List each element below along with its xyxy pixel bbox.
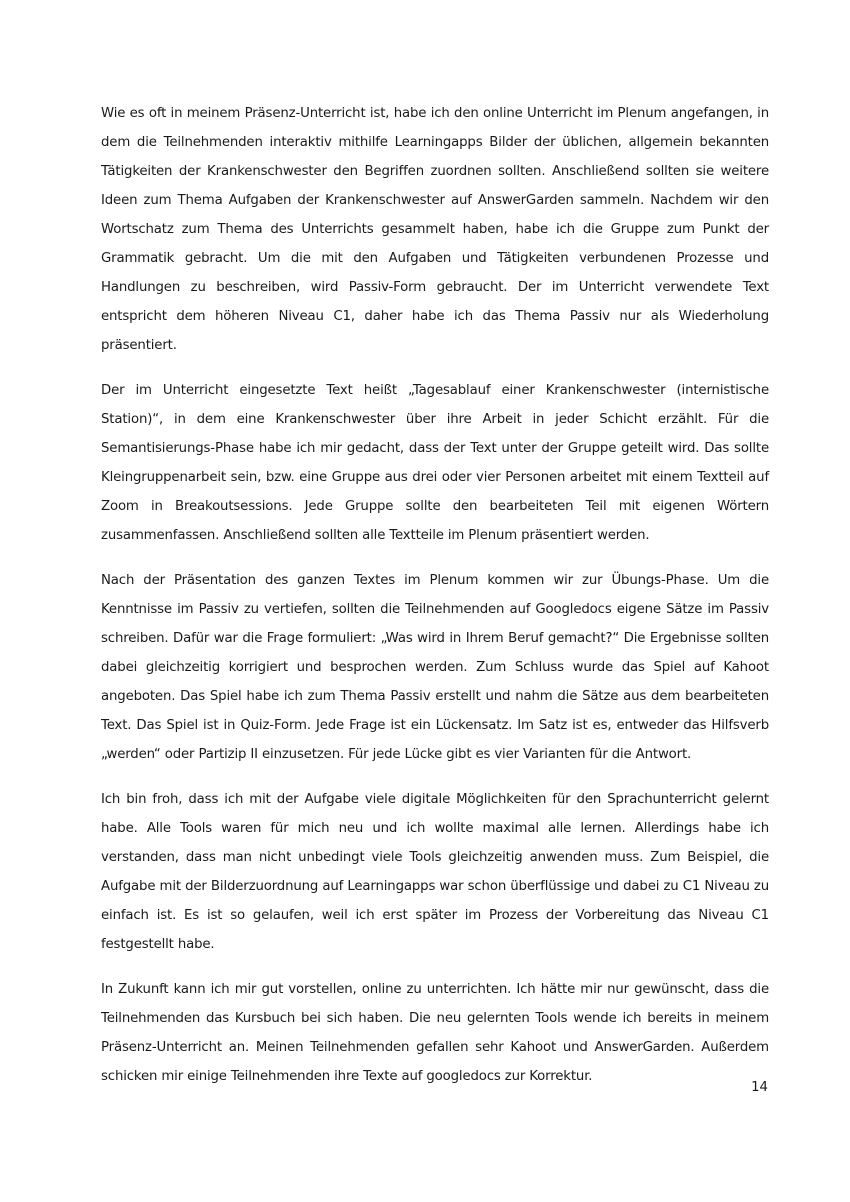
document-body [101,99,769,1107]
paragraph-2: Der im Unterricht eingesetzte Text heißt „Tagesablauf einer Krankenschwester (internistische Station)“, in dem eine Krankenschwester über ihre Arbeit in jeder Schicht erzählt. Für die Semantisierungs-Phase habe ich mir gedacht, dass der Text unter der Gruppe geteilt wird. Das sollte Kleingruppenarbeit sein, bzw. eine Gruppe aus drei oder vier Personen arbeitet mit einem Textteil auf Zoom in Breakoutsessions. Jede Gruppe sollte den bearbeiteten Teil mit eigenen Wörtern zusammenfassen. Anschließend sollten alle Textteile im Plenum präsentiert werden. [101,383,769,543]
paragraph-5: In Zukunft kann ich mir gut vorstellen, online zu unterrichten. Ich hätte mir nur gewünscht, dass die Teilnehmenden das Kursbuch bei sich haben. Die neu gelernten Tools wende ich bereits in meinem Präsenz-Unterricht an. Meinen Teilnehmenden gefallen sehr Kahoot und AnswerGarden. Außerdem schicken mir einige Teilnehmenden ihre Texte auf googledocs zur Korrektur. [101,982,769,1084]
page-number: 14 [751,1080,768,1095]
paragraph-3: Nach der Präsentation des ganzen Textes im Plenum kommen wir zur Übungs-Phase. Um die Kenntnisse im Passiv zu vertiefen, sollten die Teilnehmenden auf Googledocs eigene Sätze im Passiv schreiben. Dafür war die Frage formuliert: „Was wird in Ihrem Beruf gemacht?“ Die Ergebnisse sollten dabei gleichzeitig korrigiert und besprochen werden. Zum Schluss wurde das Spiel auf Kahoot angeboten. Das Spiel habe ich zum Thema Passiv erstellt und nahm die Sätze aus dem bearbeiteten Text. Das Spiel ist in Quiz-Form. Jede Frage ist ein Lückensatz. Im Satz ist es, entweder das Hilfsverb „werden“ oder Partizip II einzusetzen. Für jede Lücke gibt es vier Varianten für die Antwort. [101,573,769,762]
paragraph-4: Ich bin froh, dass ich mit der Aufgabe viele digitale Möglichkeiten für den Sprachunterricht gelernt habe. Alle Tools waren für mich neu und ich wollte maximal alle lernen. Allerdings habe ich verstanden, dass man nicht unbedingt viele Tools gleichzeitig anwenden muss. Zum Beispiel, die Aufgabe mit der Bilderzuordnung auf Learningapps war schon überflüssige und dabei zu C1 Niveau zu einfach ist. Es ist so gelaufen, weil ich erst später im Prozess der Vorbereitung das Niveau C1 festgestellt habe. [101,792,769,952]
paragraph-1: Wie es oft in meinem Präsenz-Unterricht ist, habe ich den online Unterricht im Plenum angefangen, in dem die Teilnehmenden interaktiv mithilfe Learningapps Bilder der üblichen, allgemein bekannten Tätigkeiten der Krankenschwester den Begriffen zuordnen sollten. Anschließend sollten sie weitere Ideen zum Thema Aufgaben der Krankenschwester auf AnswerGarden sammeln. Nachdem wir den Wortschatz zum Thema des Unterrichts gesammelt haben, habe ich die Gruppe zum Punkt der Grammatik gebracht. Um die mit den Aufgaben und Tätigkeiten verbundenen Prozesse und Handlungen zu beschreiben, wird Passiv-Form gebraucht. Der im Unterricht verwendete Text entspricht dem höheren Niveau C1, daher habe ich das Thema Passiv nur als Wiederholung präsentiert. [101,106,769,353]
